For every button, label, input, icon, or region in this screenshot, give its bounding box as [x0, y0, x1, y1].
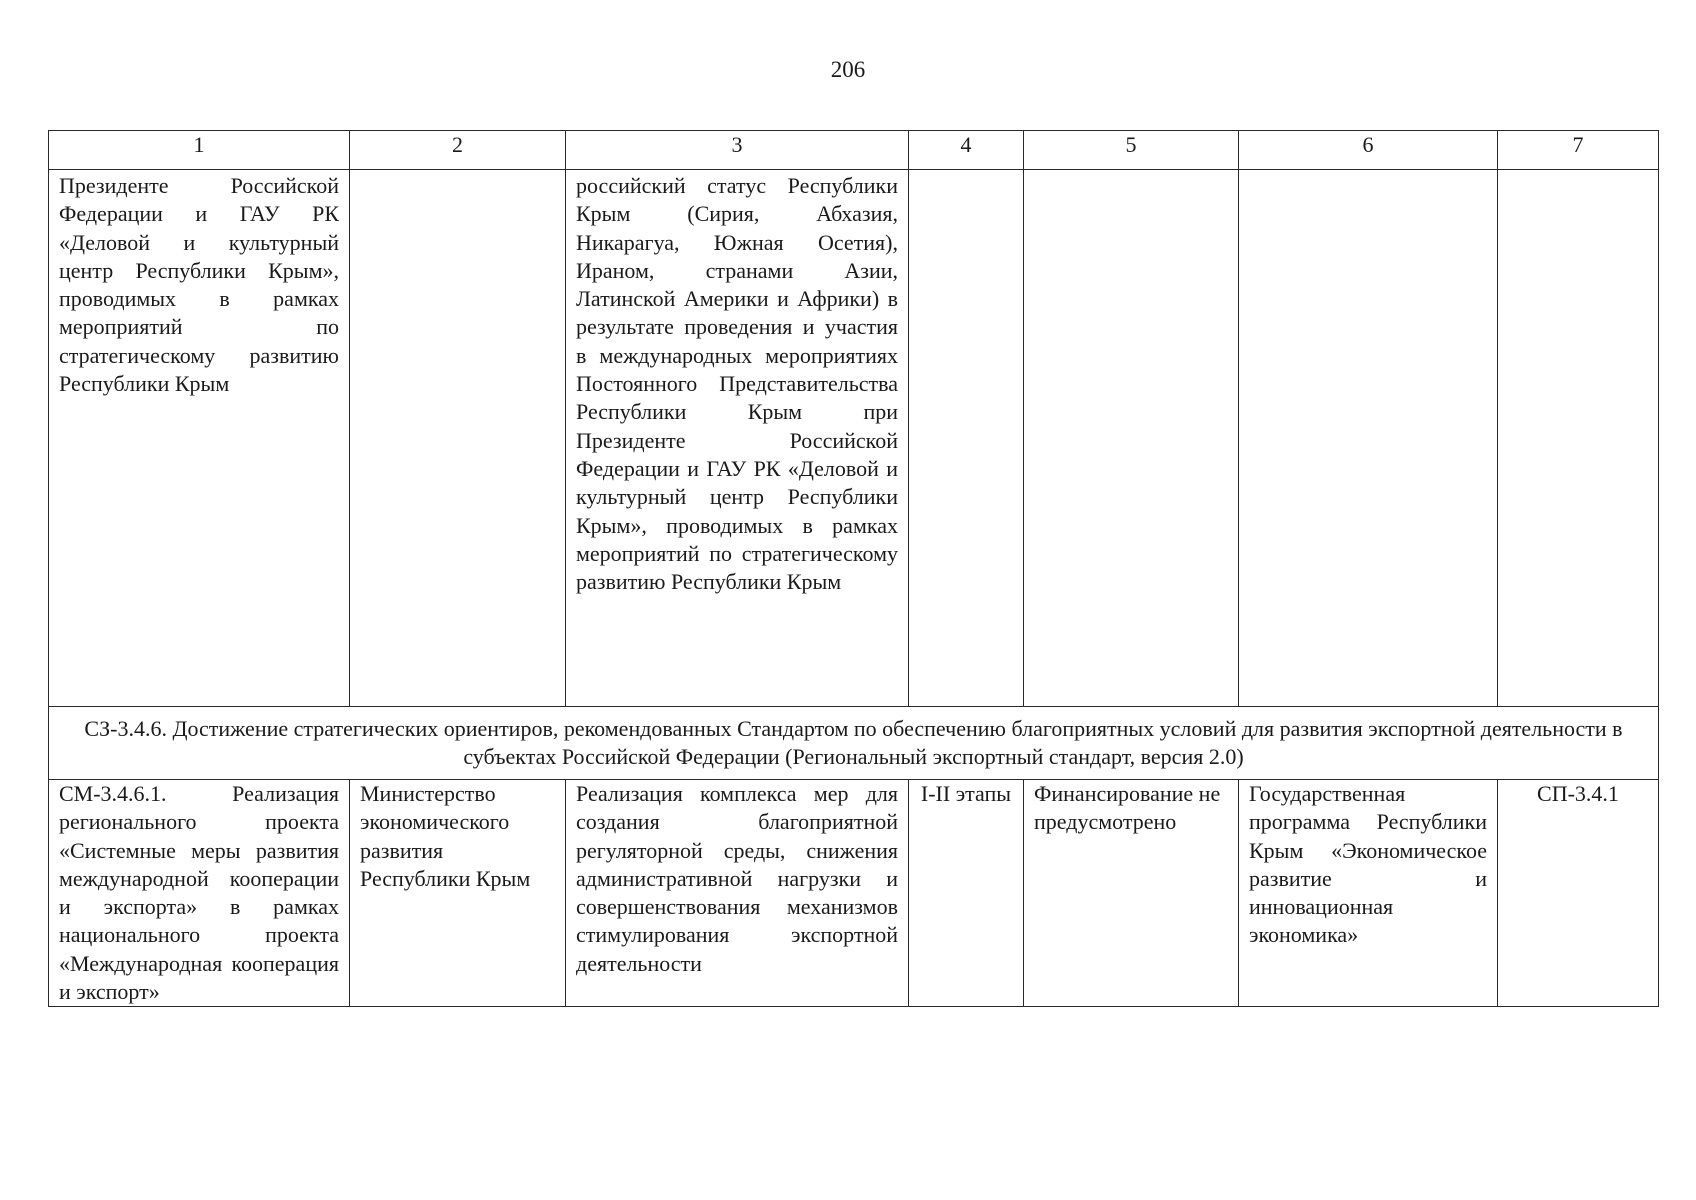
measure-row — [49, 780, 1659, 1007]
column-number: 7 — [1498, 131, 1659, 170]
continuation-cell-stage — [909, 170, 1024, 707]
continuation-cell-link — [1498, 170, 1659, 707]
column-number: 1 — [49, 131, 350, 170]
measure-cell-program: Государственная программа Республики Крым «Экономическое развитие и инновационная экономика» — [1239, 780, 1498, 1007]
continuation-cell-financing — [1024, 170, 1239, 707]
column-number: 2 — [350, 131, 566, 170]
section-heading: СЗ-3.4.6. Достижение стратегических ориентиров, рекомендованных Стандартом по обеспечению благоприятных условий для развития экспортной деятельности в субъектах Российской Федерации (Региональный экспортный стандарт, версия 2.0) — [49, 707, 1659, 780]
measure-cell-name: СМ-3.4.6.1. Реализация регионального проекта «Системные меры развития международной кооперации и экспорта» в рамках национального проекта «Международная кооперация и экспорт» — [49, 780, 350, 1007]
continuation-cell-result: российский статус Республики Крым (Сирия, Абхазия, Никарагуа, Южная Осетия), Ираном, странами Азии, Латинской Америки и Африки) в результате проведения и участия в международных мероприятиях Постоянного Представительства Республики Крым при Президенте Российской Федерации и ГАУ РК «Деловой и культурный центр Республики Крым», проводимых в рамках мероприятий по стратегическому развитию Республики Крым — [566, 170, 909, 707]
measure-cell-financing: Финансирование не предусмотрено — [1024, 780, 1239, 1007]
measure-cell-description: Реализация комплекса мер для создания благоприятной регуляторной среды, снижения административной нагрузки и совершенствования механизмов стимулирования экспортной деятельности — [566, 780, 909, 1007]
measures-table — [48, 130, 1659, 1007]
measure-cell-link: СП-3.4.1 — [1498, 780, 1659, 1007]
continuation-row — [49, 170, 1659, 707]
continuation-cell-program — [1239, 170, 1498, 707]
measure-cell-executor: Министерство экономического развития Республики Крым — [350, 780, 566, 1007]
measure-cell-stage: I-II этапы — [909, 780, 1024, 1007]
column-number: 3 — [566, 131, 909, 170]
column-number: 6 — [1239, 131, 1498, 170]
continuation-cell-executor — [350, 170, 566, 707]
page-number: 206 — [830, 57, 866, 82]
column-number-row — [49, 131, 1659, 170]
section-heading-row — [49, 707, 1659, 780]
column-number: 5 — [1024, 131, 1239, 170]
column-number: 4 — [909, 131, 1024, 170]
continuation-cell-name: Президенте Российской Федерации и ГАУ РК «Деловой и культурный центр Республики Крым», проводимых в рамках мероприятий по стратегическому развитию Республики Крым — [49, 170, 350, 707]
